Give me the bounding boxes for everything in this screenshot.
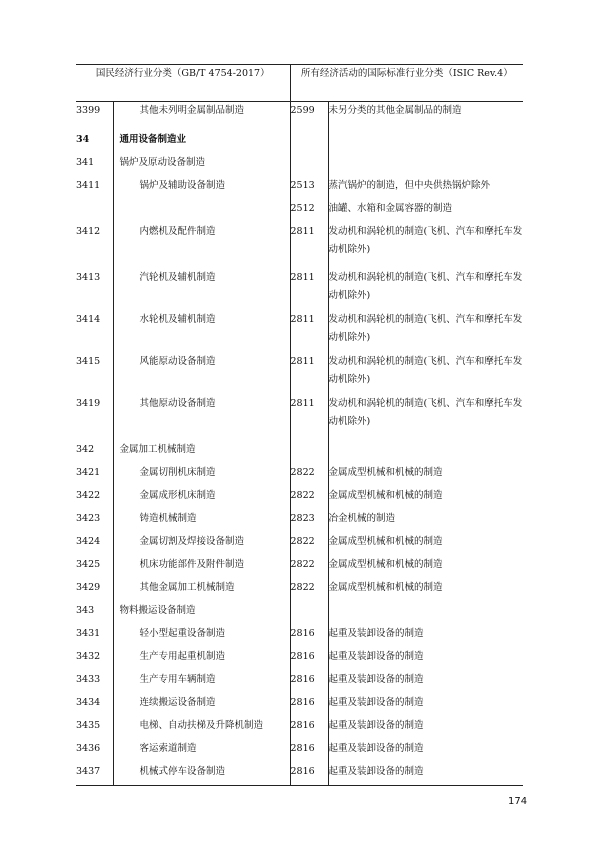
row-isic-desc: 起重及装卸设备的制造 xyxy=(328,742,424,754)
row-isic-desc: 金属成型机械和机械的制造 xyxy=(328,558,443,570)
table-row xyxy=(76,533,523,556)
row-code: 3414 xyxy=(76,311,113,353)
row-code: 3423 xyxy=(76,510,113,533)
row-code: 3424 xyxy=(76,533,113,556)
row-isic-desc: 起重及装卸设备的制造 xyxy=(328,650,424,662)
row-name: 连续搬运设备制造 xyxy=(113,694,290,717)
row-isic-code: 2823 xyxy=(290,510,328,533)
row-name: 铸造机械制造 xyxy=(113,510,290,533)
table-row xyxy=(76,311,523,353)
row-isic-code: 2811 xyxy=(290,311,328,353)
row-code: 3433 xyxy=(76,671,113,694)
row-code: 3415 xyxy=(76,353,113,395)
row-name: 锅炉及原动设备制造 xyxy=(113,154,290,177)
table-row xyxy=(76,200,523,223)
row-isic-desc: 蒸汽锅炉的制造，但中央供热锅炉除外 xyxy=(328,179,491,191)
row-isic-code: 2811 xyxy=(290,269,328,311)
row-isic-code: 2822 xyxy=(290,487,328,510)
table-row xyxy=(76,648,523,671)
row-isic-code: 2816 xyxy=(290,625,328,648)
row-code: 3437 xyxy=(76,763,113,786)
row-code: 3425 xyxy=(76,556,113,579)
row-code: 3411 xyxy=(76,177,113,200)
row-isic-desc: 起重及装卸设备的制造 xyxy=(328,627,424,639)
row-isic-desc: 金属成型机械和机械的制造 xyxy=(328,535,443,547)
row-name: 其他金属加工机械制造 xyxy=(113,579,290,602)
row-isic-desc xyxy=(328,441,523,464)
table-row xyxy=(76,395,523,441)
table-header-row xyxy=(76,65,523,102)
row-isic-desc: 发动机和涡轮机的制造(飞机、汽车和摩托车发动机除外) xyxy=(328,271,523,301)
row-code: 342 xyxy=(76,441,113,464)
row-code: 3436 xyxy=(76,740,113,763)
row-code: 3412 xyxy=(76,223,113,269)
row-name: 金属成形机床制造 xyxy=(113,487,290,510)
row-name: 机床功能部件及附件制造 xyxy=(113,556,290,579)
table-row xyxy=(76,740,523,763)
row-isic-desc: 发动机和涡轮机的制造(飞机、汽车和摩托车发动机除外) xyxy=(328,355,523,385)
row-isic-desc: 起重及装卸设备的制造 xyxy=(328,696,424,708)
row-name: 锅炉及辅助设备制造 xyxy=(113,177,290,200)
row-isic-code: 2822 xyxy=(290,579,328,602)
classification-table xyxy=(76,64,523,786)
row-code: 3419 xyxy=(76,395,113,441)
table-row xyxy=(76,602,523,625)
row-name: 轻小型起重设备制造 xyxy=(113,625,290,648)
table-row xyxy=(76,154,523,177)
row-name: 内燃机及配件制造 xyxy=(113,223,290,269)
row-isic-code xyxy=(290,154,328,177)
row-code: 34 xyxy=(76,131,113,154)
row-isic-code: 2816 xyxy=(290,694,328,717)
table-row xyxy=(76,102,523,131)
table-row xyxy=(76,671,523,694)
row-name: 金属加工机械制造 xyxy=(113,441,290,464)
row-code: 3434 xyxy=(76,694,113,717)
row-name: 金属切削机床制造 xyxy=(113,464,290,487)
table-row xyxy=(76,441,523,464)
row-isic-desc xyxy=(328,602,523,625)
row-isic-desc: 金属成型机械和机械的制造 xyxy=(328,466,443,478)
table-row xyxy=(76,694,523,717)
row-code: 343 xyxy=(76,602,113,625)
row-code: 3435 xyxy=(76,717,113,740)
table-row xyxy=(76,625,523,648)
row-name: 生产专用起重机制造 xyxy=(113,648,290,671)
row-name: 物料搬运设备制造 xyxy=(113,602,290,625)
table-row xyxy=(76,353,523,395)
row-isic-desc: 未另分类的其他金属制品的制造 xyxy=(328,105,462,116)
row-isic-desc: 起重及装卸设备的制造 xyxy=(328,763,523,786)
row-code xyxy=(76,200,113,223)
table-row xyxy=(76,223,523,269)
row-isic-code: 2816 xyxy=(290,671,328,694)
row-isic-desc: 起重及装卸设备的制造 xyxy=(328,673,424,685)
row-isic-code xyxy=(290,441,328,464)
table-row xyxy=(76,510,523,533)
table-row xyxy=(76,717,523,740)
table-row xyxy=(76,579,523,602)
page-number: 174 xyxy=(508,796,528,807)
row-name: 水轮机及辅机制造 xyxy=(113,311,290,353)
row-code: 3399 xyxy=(76,102,113,131)
row-isic-code: 2512 xyxy=(290,200,328,223)
row-isic-code: 2811 xyxy=(290,353,328,395)
row-isic-desc: 冶金机械的制造 xyxy=(328,512,396,524)
row-name: 其他原动设备制造 xyxy=(113,395,290,441)
row-code: 3422 xyxy=(76,487,113,510)
row-isic-code: 2822 xyxy=(290,556,328,579)
row-isic-desc: 发动机和涡轮机的制造(飞机、汽车和摩托车发动机除外) xyxy=(328,397,523,427)
row-name: 通用设备制造业 xyxy=(113,131,290,154)
row-name: 机械式停车设备制造 xyxy=(113,763,290,786)
row-isic-code xyxy=(290,602,328,625)
row-name: 其他未列明金属制品制造 xyxy=(113,102,290,131)
table-row xyxy=(76,487,523,510)
row-name: 风能原动设备制造 xyxy=(113,353,290,395)
table-row xyxy=(76,177,523,200)
row-isic-desc: 起重及装卸设备的制造 xyxy=(328,719,424,731)
row-code: 341 xyxy=(76,154,113,177)
row-isic-desc: 发动机和涡轮机的制造(飞机、汽车和摩托车发动机除外) xyxy=(328,313,523,343)
row-code: 3421 xyxy=(76,464,113,487)
row-name xyxy=(113,200,290,223)
row-isic-code: 2816 xyxy=(290,717,328,740)
row-isic-desc: 发动机和涡轮机的制造(飞机、汽车和摩托车发动机除外) xyxy=(328,225,523,255)
table-row xyxy=(76,556,523,579)
row-isic-code: 2822 xyxy=(290,464,328,487)
table-row xyxy=(76,464,523,487)
row-name: 客运索道制造 xyxy=(113,740,290,763)
row-isic-code: 2822 xyxy=(290,533,328,556)
row-isic-code xyxy=(290,131,328,154)
row-isic-desc xyxy=(328,154,523,177)
row-isic-code: 2816 xyxy=(290,763,328,786)
row-isic-code: 2811 xyxy=(290,223,328,269)
row-isic-code: 2816 xyxy=(290,740,328,763)
header-isic: 所有经济活动的国际标准行业分类（ISIC Rev.4） xyxy=(290,65,523,102)
row-isic-desc: 金属成型机械和机械的制造 xyxy=(328,489,443,501)
row-code: 3431 xyxy=(76,625,113,648)
row-isic-code: 2599 xyxy=(290,102,328,131)
row-name: 电梯、自动扶梯及升降机制造 xyxy=(113,717,290,740)
row-isic-code: 2811 xyxy=(290,395,328,441)
table-row xyxy=(76,763,523,786)
row-isic-code: 2816 xyxy=(290,648,328,671)
row-name: 汽轮机及辅机制造 xyxy=(113,269,290,311)
table-row xyxy=(76,269,523,311)
row-name: 生产专用车辆制造 xyxy=(113,671,290,694)
row-isic-desc: 油罐、水箱和金属容器的制造 xyxy=(328,202,453,214)
row-isic-code: 2513 xyxy=(290,177,328,200)
table-row xyxy=(76,131,523,154)
row-code: 3413 xyxy=(76,269,113,311)
row-name: 金属切割及焊接设备制造 xyxy=(113,533,290,556)
row-code: 3429 xyxy=(76,579,113,602)
row-code: 3432 xyxy=(76,648,113,671)
row-isic-desc xyxy=(328,131,523,154)
header-gbt: 国民经济行业分类（GB/T 4754-2017） xyxy=(76,65,290,102)
row-isic-desc: 金属成型机械和机械的制造 xyxy=(328,581,443,593)
